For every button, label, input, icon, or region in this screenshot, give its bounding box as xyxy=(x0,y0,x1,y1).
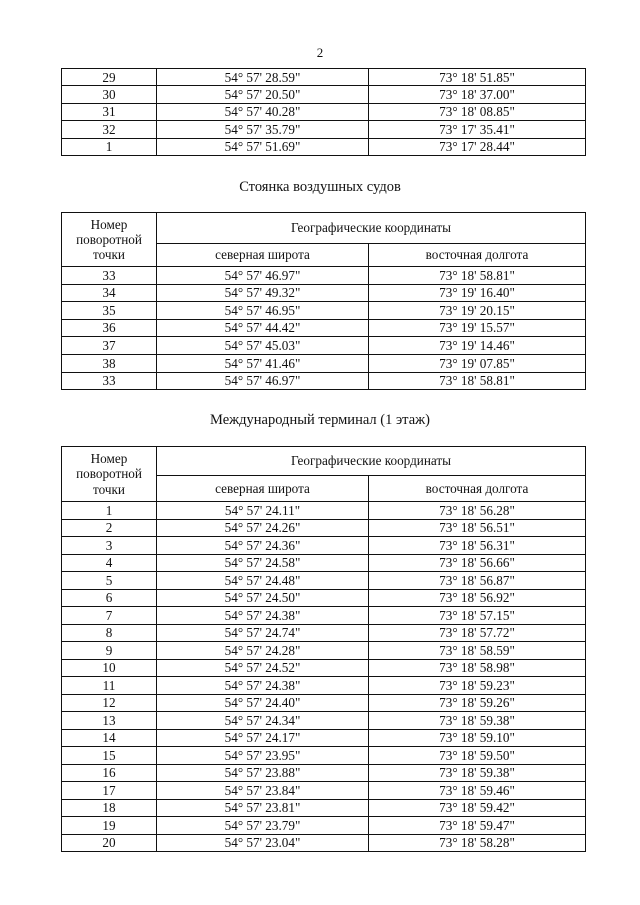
north-latitude-cell: 54° 57' 24.58" xyxy=(157,554,369,572)
point-number-cell: 29 xyxy=(62,69,157,86)
table-row xyxy=(62,69,586,86)
north-latitude-cell: 54° 57' 23.95" xyxy=(157,747,369,765)
point-number-cell: 5 xyxy=(62,572,157,590)
north-latitude-cell: 54° 57' 23.79" xyxy=(157,817,369,835)
east-longitude-cell: 73° 18' 59.42" xyxy=(369,799,586,817)
table-body xyxy=(62,502,586,852)
table-row xyxy=(62,337,586,355)
table-row xyxy=(62,554,586,572)
point-number-cell: 33 xyxy=(62,372,157,390)
point-number-cell: 12 xyxy=(62,694,157,712)
east-longitude-cell: 73° 19' 20.15" xyxy=(369,302,586,320)
north-latitude-cell: 54° 57' 23.88" xyxy=(157,764,369,782)
table-row xyxy=(62,782,586,800)
point-number-cell: 33 xyxy=(62,267,157,285)
point-number-cell: 14 xyxy=(62,729,157,747)
north-latitude-cell: 54° 57' 24.11" xyxy=(157,502,369,520)
north-latitude-cell: 54° 57' 23.81" xyxy=(157,799,369,817)
point-number-cell: 1 xyxy=(62,502,157,520)
section-caption-international-terminal: Международный терминал (1 этаж) xyxy=(210,412,430,428)
header-east-longitude: восточная долгота xyxy=(369,476,586,502)
east-longitude-cell: 73° 18' 56.51" xyxy=(369,519,586,537)
point-number-cell: 32 xyxy=(62,121,157,138)
point-number-cell: 16 xyxy=(62,764,157,782)
east-longitude-cell: 73° 19' 07.85" xyxy=(369,354,586,372)
point-number-cell: 2 xyxy=(62,519,157,537)
table-row xyxy=(62,372,586,390)
table-row xyxy=(62,799,586,817)
east-longitude-cell: 73° 18' 56.28" xyxy=(369,502,586,520)
point-number-cell: 7 xyxy=(62,607,157,625)
east-longitude-cell: 73° 18' 59.23" xyxy=(369,677,586,695)
table-body xyxy=(62,69,586,156)
table-row xyxy=(62,319,586,337)
point-number-cell: 17 xyxy=(62,782,157,800)
table-row xyxy=(62,642,586,660)
point-number-cell: 11 xyxy=(62,677,157,695)
point-number-cell: 34 xyxy=(62,284,157,302)
point-number-cell: 15 xyxy=(62,747,157,765)
table-row xyxy=(62,729,586,747)
east-longitude-cell: 73° 17' 35.41" xyxy=(369,121,586,138)
north-latitude-cell: 54° 57' 24.36" xyxy=(157,537,369,555)
table-row xyxy=(62,502,586,520)
east-longitude-cell: 73° 18' 59.38" xyxy=(369,712,586,730)
east-longitude-cell: 73° 19' 14.46" xyxy=(369,337,586,355)
table-row xyxy=(62,267,586,285)
north-latitude-cell: 54° 57' 46.95" xyxy=(157,302,369,320)
north-latitude-cell: 54° 57' 35.79" xyxy=(157,121,369,138)
east-longitude-cell: 73° 18' 59.38" xyxy=(369,764,586,782)
table-row xyxy=(62,121,586,138)
header-geo-coordinates: Географические координаты xyxy=(157,447,586,476)
table-row xyxy=(62,712,586,730)
east-longitude-cell: 73° 19' 15.57" xyxy=(369,319,586,337)
east-longitude-cell: 73° 17' 28.44" xyxy=(369,138,586,155)
point-number-cell: 13 xyxy=(62,712,157,730)
header-geo-coordinates: Географические координаты xyxy=(157,213,586,244)
table-row xyxy=(62,572,586,590)
table-body xyxy=(62,267,586,390)
north-latitude-cell: 54° 57' 24.48" xyxy=(157,572,369,590)
header-point-number: Номер поворотной точки xyxy=(62,447,157,502)
east-longitude-cell: 73° 18' 59.46" xyxy=(369,782,586,800)
north-latitude-cell: 54° 57' 24.38" xyxy=(157,607,369,625)
point-number-cell: 9 xyxy=(62,642,157,660)
north-latitude-cell: 54° 57' 51.69" xyxy=(157,138,369,155)
east-longitude-cell: 73° 18' 51.85" xyxy=(369,69,586,86)
table-row xyxy=(62,764,586,782)
north-latitude-cell: 54° 57' 20.50" xyxy=(157,86,369,103)
table-row xyxy=(62,284,586,302)
north-latitude-cell: 54° 57' 28.59" xyxy=(157,69,369,86)
header-north-latitude: северная широта xyxy=(157,244,369,267)
header-north-latitude: северная широта xyxy=(157,476,369,502)
point-number-cell: 35 xyxy=(62,302,157,320)
north-latitude-cell: 54° 57' 24.28" xyxy=(157,642,369,660)
table-row xyxy=(62,519,586,537)
table-row xyxy=(62,607,586,625)
table-row xyxy=(62,834,586,852)
north-latitude-cell: 54° 57' 24.52" xyxy=(157,659,369,677)
point-number-cell: 19 xyxy=(62,817,157,835)
east-longitude-cell: 73° 18' 59.47" xyxy=(369,817,586,835)
point-number-cell: 8 xyxy=(62,624,157,642)
east-longitude-cell: 73° 18' 58.59" xyxy=(369,642,586,660)
east-longitude-cell: 73° 18' 57.72" xyxy=(369,624,586,642)
point-number-cell: 37 xyxy=(62,337,157,355)
table-row xyxy=(62,694,586,712)
coordinates-table-aircraft-parking xyxy=(61,212,586,390)
east-longitude-cell: 73° 19' 16.40" xyxy=(369,284,586,302)
east-longitude-cell: 73° 18' 08.85" xyxy=(369,103,586,120)
table-row xyxy=(62,138,586,155)
north-latitude-cell: 54° 57' 24.17" xyxy=(157,729,369,747)
table-row xyxy=(62,747,586,765)
north-latitude-cell: 54° 57' 40.28" xyxy=(157,103,369,120)
east-longitude-cell: 73° 18' 58.98" xyxy=(369,659,586,677)
coordinates-table-continued xyxy=(61,68,586,156)
point-number-cell: 1 xyxy=(62,138,157,155)
north-latitude-cell: 54° 57' 24.26" xyxy=(157,519,369,537)
east-longitude-cell: 73° 18' 57.15" xyxy=(369,607,586,625)
east-longitude-cell: 73° 18' 59.10" xyxy=(369,729,586,747)
east-longitude-cell: 73° 18' 58.81" xyxy=(369,372,586,390)
table-row xyxy=(62,817,586,835)
north-latitude-cell: 54° 57' 45.03" xyxy=(157,337,369,355)
north-latitude-cell: 54° 57' 24.38" xyxy=(157,677,369,695)
point-number-cell: 3 xyxy=(62,537,157,555)
point-number-cell: 18 xyxy=(62,799,157,817)
header-east-longitude: восточная долгота xyxy=(369,244,586,267)
section-caption-aircraft-parking: Стоянка воздушных судов xyxy=(239,179,401,195)
table-row xyxy=(62,659,586,677)
north-latitude-cell: 54° 57' 24.50" xyxy=(157,589,369,607)
table-row xyxy=(62,86,586,103)
table-row xyxy=(62,677,586,695)
north-latitude-cell: 54° 57' 46.97" xyxy=(157,372,369,390)
point-number-cell: 6 xyxy=(62,589,157,607)
table-row xyxy=(62,302,586,320)
point-number-cell: 10 xyxy=(62,659,157,677)
north-latitude-cell: 54° 57' 24.34" xyxy=(157,712,369,730)
point-number-cell: 38 xyxy=(62,354,157,372)
north-latitude-cell: 54° 57' 23.84" xyxy=(157,782,369,800)
east-longitude-cell: 73° 18' 56.31" xyxy=(369,537,586,555)
east-longitude-cell: 73° 18' 59.26" xyxy=(369,694,586,712)
east-longitude-cell: 73° 18' 56.87" xyxy=(369,572,586,590)
point-number-cell: 30 xyxy=(62,86,157,103)
table-row xyxy=(62,537,586,555)
table-row xyxy=(62,103,586,120)
point-number-cell: 4 xyxy=(62,554,157,572)
north-latitude-cell: 54° 57' 24.40" xyxy=(157,694,369,712)
north-latitude-cell: 54° 57' 46.97" xyxy=(157,267,369,285)
table-row xyxy=(62,624,586,642)
table-row xyxy=(62,589,586,607)
east-longitude-cell: 73° 18' 59.50" xyxy=(369,747,586,765)
east-longitude-cell: 73° 18' 58.28" xyxy=(369,834,586,852)
east-longitude-cell: 73° 18' 58.81" xyxy=(369,267,586,285)
north-latitude-cell: 54° 57' 41.46" xyxy=(157,354,369,372)
north-latitude-cell: 54° 57' 23.04" xyxy=(157,834,369,852)
page-number: 2 xyxy=(316,45,324,60)
north-latitude-cell: 54° 57' 24.74" xyxy=(157,624,369,642)
east-longitude-cell: 73° 18' 37.00" xyxy=(369,86,586,103)
header-point-number: Номер поворотной точки xyxy=(62,213,157,267)
point-number-cell: 31 xyxy=(62,103,157,120)
north-latitude-cell: 54° 57' 49.32" xyxy=(157,284,369,302)
point-number-cell: 20 xyxy=(62,834,157,852)
north-latitude-cell: 54° 57' 44.42" xyxy=(157,319,369,337)
east-longitude-cell: 73° 18' 56.92" xyxy=(369,589,586,607)
point-number-cell: 36 xyxy=(62,319,157,337)
east-longitude-cell: 73° 18' 56.66" xyxy=(369,554,586,572)
table-row xyxy=(62,354,586,372)
coordinates-table-international-terminal xyxy=(61,446,586,852)
